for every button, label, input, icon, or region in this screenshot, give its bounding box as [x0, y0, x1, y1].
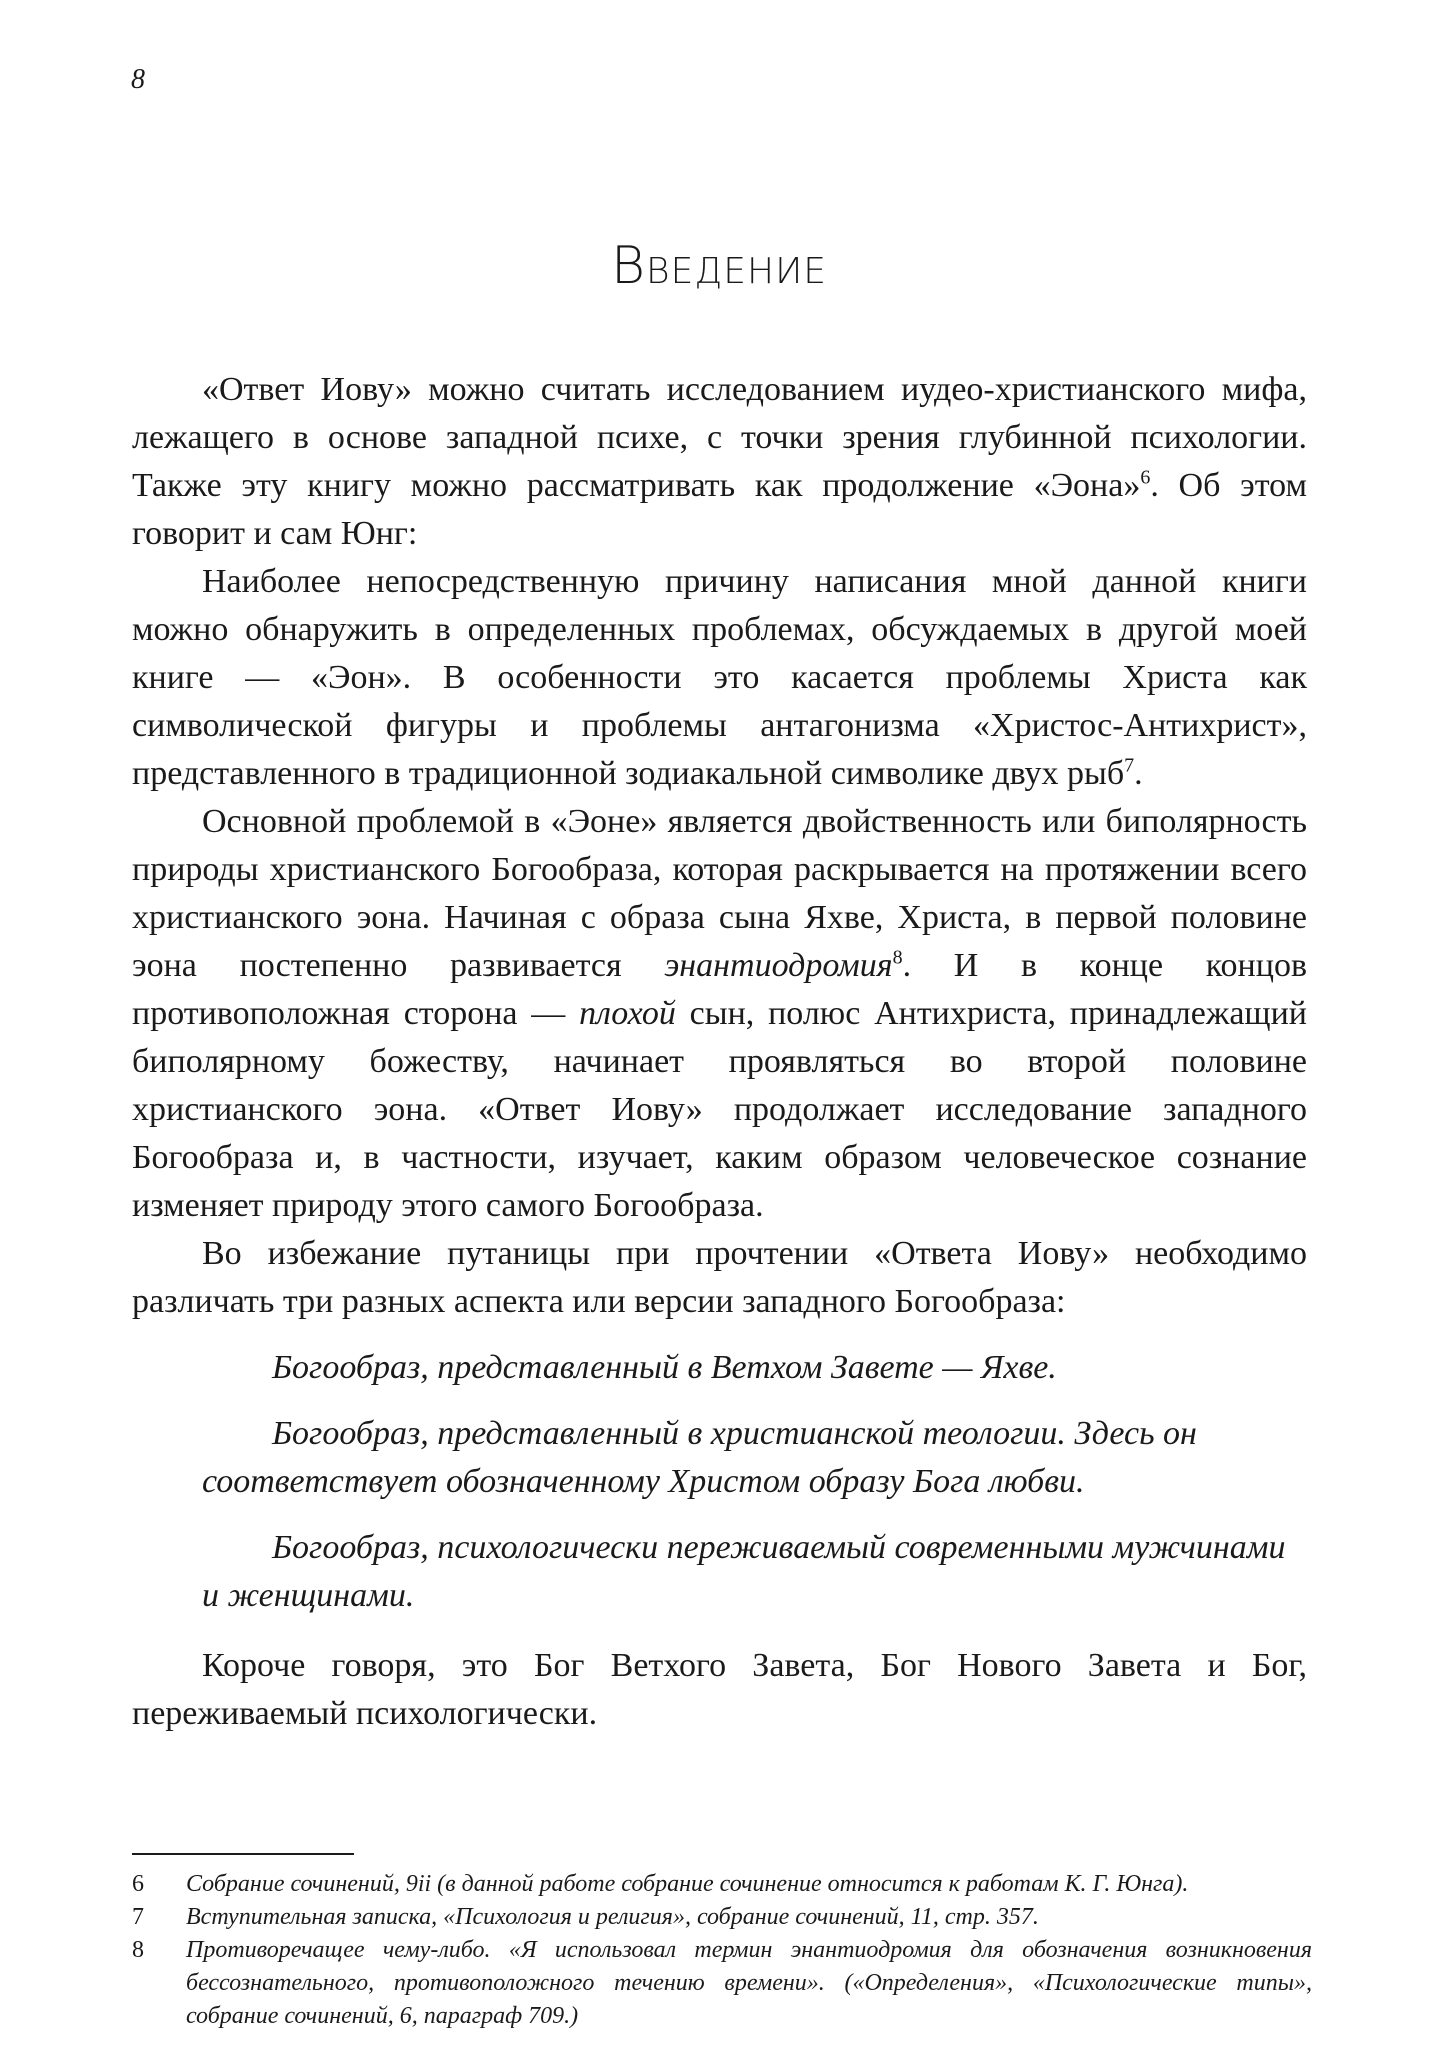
footnote-number: 7 [132, 1904, 144, 1930]
aspect-item: Богообраз, представленный в христианской теологии. Здесь он соответствует обозначенному Христом образу Бога любви. [202, 1415, 1197, 1500]
footnote-text: Вступительная записка, «Психология и религия», собрание сочинений, 11, стр. 357. [186, 1904, 1039, 1930]
footnote-ref-6: 6 [1140, 466, 1151, 489]
paragraph-2-text-b: . И в конце концов противоположная сторона — [132, 947, 1307, 1032]
aspect-item: Богообраз, представленный в Ветхом Завете — Яхве. [272, 1349, 1057, 1386]
footnote-number: 8 [132, 1937, 144, 1963]
footnote-number: 6 [132, 1871, 144, 1897]
term-enantiodromia: энантиодромия [664, 947, 893, 984]
paragraph-2-text-a: Основной проблемой в «Эоне» является двойственность или биполярность природы христианского Богообраза, которая раскрывается на протяжении всего христианского эона. Начиная с образа сына Яхве, Христа, в первой половине эона постепенно развивается [132, 803, 1307, 984]
paragraph-2 [132, 798, 1307, 1230]
aspect-item: Богообраз, психологически переживаемый современными мужчинами и женщинами. [202, 1529, 1286, 1614]
footnote [132, 1901, 1312, 1934]
footnote-ref-8: 8 [892, 946, 903, 969]
footnote-ref-7: 7 [1124, 754, 1135, 777]
jung-quote-text-a: Наиболее непосредственную причину написания мной данной книги можно обнаружить в определенных проблемах, обсуждаемых в другой моей книге — «Эон». В особенности это касается проблемы Христа как символической фигуры и проблемы антагонизма «Христос-Антихрист», представленного в традиционной зодиакальной символике двух рыб [132, 563, 1307, 792]
footnote [132, 1868, 1312, 1901]
emphasis-bad: плохой [579, 995, 676, 1032]
paragraph-4: Короче говоря, это Бог Ветхого Завета, Бог Нового Завета и Бог, переживаемый психологически. [132, 1647, 1307, 1732]
jung-quote [132, 558, 1307, 798]
paragraph-2-text-c: сын, полюс Антихриста, принадлежащий биполярному божеству, начинает проявляться во второй половине христианского эона. «Ответ Иову» продолжает исследование западного Богообраза и, в частности, изучает, каким образом человеческое сознание изменяет природу этого самого Богообраза. [132, 995, 1307, 1224]
paragraph-1 [132, 366, 1307, 558]
paragraph-1-text-b: . Об этом говорит и сам Юнг: [132, 467, 1307, 552]
footnote-text: Противоречащее чему-либо. «Я использовал термин энантиодромия для обозначения возникновения бессознательного, противоположного течению времени». («Определения», «Психологические типы», собрание сочинений, 6, параграф 709.) [186, 1937, 1312, 2029]
body-text [132, 366, 1307, 1738]
page-number: 8 [131, 64, 145, 95]
paragraph-1-text-a: «Ответ Иову» можно считать исследованием иудео-христианского мифа, лежащего в основе западной психе, с точки зрения глубинной психологии. Также эту книгу можно рассматривать как продолжение «Эона» [132, 371, 1307, 504]
footnote-text: Собрание сочинений, 9ii (в данной работе собрание сочинение относится к работам К. Г. Юнга). [186, 1871, 1189, 1897]
paragraph-3: Во избежание путаницы при прочтении «Ответа Иову» необходимо различать три разных аспекта или версии западного Богообраза: [132, 1235, 1307, 1320]
jung-quote-text-b: . [1134, 755, 1143, 792]
footnote-divider [132, 1853, 354, 1855]
footnotes [132, 1868, 1312, 2033]
chapter-title: Введение [610, 236, 828, 296]
footnote [132, 1934, 1312, 2033]
